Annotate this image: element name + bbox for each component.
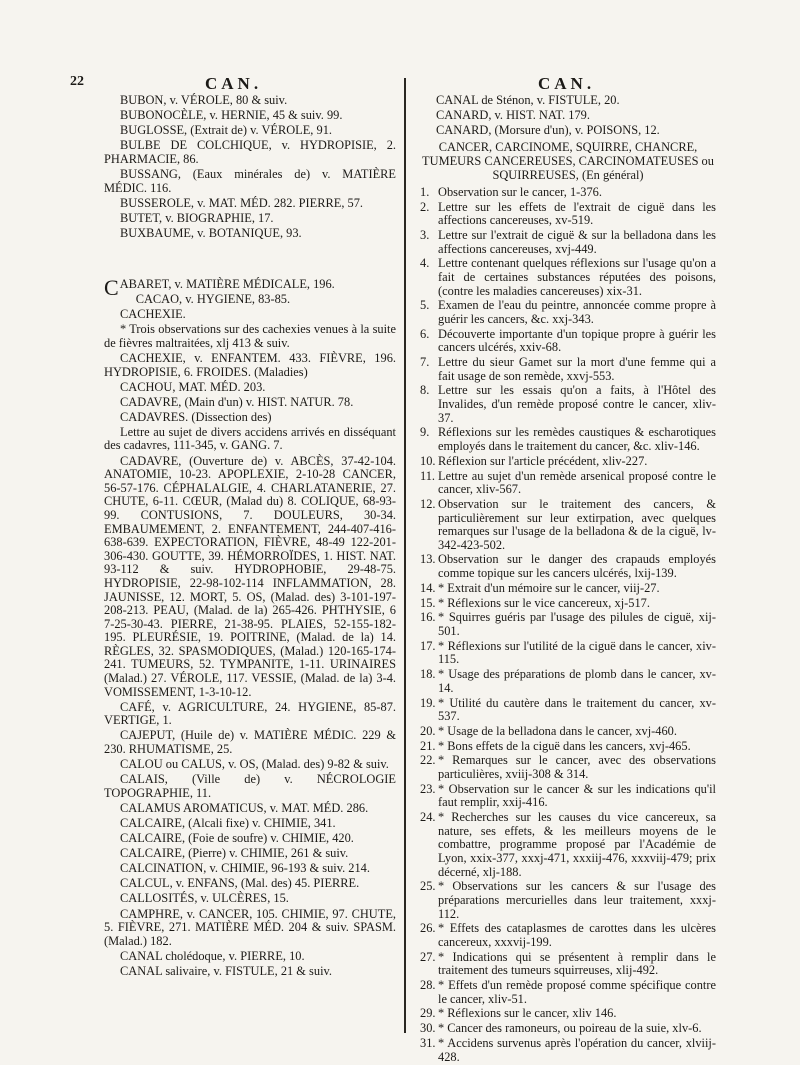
index-entry: CADAVRES. (Dissection des) xyxy=(120,409,272,424)
cancer-item xyxy=(420,257,716,298)
index-entry: CANAL salivaire, v. FISTULE, 21 & suiv. xyxy=(120,963,332,978)
index-entry: CACHEXIE. xyxy=(120,307,186,322)
item-number: 2. xyxy=(420,199,430,214)
item-number: 25. xyxy=(420,879,436,894)
index-entry: BUXBAUME, v. BOTANIQUE, 93. xyxy=(120,225,302,240)
item-text: Lettre du sieur Gamet sur la mort d'une femme qui a fait usage de son remède, xxvj-553. xyxy=(438,355,716,383)
left-entries-top xyxy=(104,94,396,240)
section-gap xyxy=(104,242,396,278)
index-entry: Lettre au sujet de divers accidens arrivés en disséquant des cadavres, 111-345, v. GANG. 7. xyxy=(104,424,396,453)
cancer-heading: CANCER, CARCINOME, SQUIRRE, CHANCRE, TUMEURS CANCEREUSES, CARCINOMATEUSES ou SQUIRREUSES, (En général) xyxy=(422,139,714,182)
cancer-item xyxy=(420,186,716,200)
index-entry: CANARD, (Morsure d'un), v. POISONS, 12. xyxy=(436,123,660,138)
index-entry: CALCAIRE, (Alcali fixe) v. CHIMIE, 341. xyxy=(120,816,336,830)
cancer-item xyxy=(420,328,716,355)
item-text: Découverte importante d'un topique propre à guérir les cancers ulcérés, xxiv-68. xyxy=(438,326,716,355)
cancer-item xyxy=(420,597,716,611)
item-text: Observation sur le cancer, 1-376. xyxy=(438,184,602,199)
item-text: * Indications qui se présentent à remplir dans le traitement des tumeurs squirreuses, xlij-492. xyxy=(438,949,716,978)
item-text: Lettre sur les essais qu'on a faits, à l'Hôtel des Invalides, d'un remède proposé contre le cancer, xliv-37. xyxy=(438,383,716,425)
item-number: 6. xyxy=(420,326,430,341)
item-number: 3. xyxy=(420,227,430,242)
item-number: 19. xyxy=(420,695,436,710)
item-text: Lettre au sujet d'un remède arsenical proposé contre le cancer, xliv-567. xyxy=(438,468,716,497)
cancer-item xyxy=(420,783,716,810)
cancer-item xyxy=(420,470,716,497)
item-text: * Bons effets de la ciguë dans les cancers, xvj-465. xyxy=(438,738,691,753)
item-number: 18. xyxy=(420,667,436,682)
index-entry: * Trois observations sur des cachexies venues à la suite de fièvres maltraitées, xlj 413 & suiv. xyxy=(104,322,396,350)
cancer-item xyxy=(420,611,716,638)
item-number: 26. xyxy=(420,921,436,936)
index-entry: CADAVRE, (Ouverture de) v. ABCÈS, 37-42-104. ANATOMIE, 10-23. APOPLEXIE, 2-10-28 CANCER, 56-57-176. CÉPHALALGIE, 4. CHARLATANERIE, 27. CHUTE, 6-11. CŒUR, (Malad du) 8. COLIQUE, 68-93-99. CONTUSIONS, 7. DOULEURS, 30-34. EMBAUMEMENT, 2. ENFANTEMENT, 244-407-416-638-639. EXPECTORATION, FIÈVRE, 48-49 122-201-306-430. GOUTTE, 39. HÉMORROÏDES, 1. HIST. NAT. 93-112 & suiv. HYDROPHOBIE, 29-48-75. HYDROPISIE, 22-98-102-114 INFLAMMATION, 28. JAUNISSE, 12. MORT, 5. OS, (Malad. des) 3-101-197-208-213. PEAU, (Malad. de la) 265-426. PHTHYSIE, 6 7-25-30-43. PIERRE, 21-38-95. PLAIES, 52-155-182-195. PLEURÉSIE, 19. POITRINE, (Malad. de la) 14. RÈGLES, 32. SPASMODIQUES, (Malad.) 120-165-174-241. TUMEURS, 52. TYMPANITE, 1-11. URINAIRES (Malad.) 27. VÉROLE, 117. VESSIE, (Malad. de la) 3-4. VOMISSEMENT, 1-3-10-12. xyxy=(104,453,396,699)
running-head-left: CAN. xyxy=(205,74,263,93)
index-entry: CALAIS, (Ville de) v. NÉCROLOGIE TOPOGRAPHIE, 11. xyxy=(104,772,396,800)
cancer-item xyxy=(420,1037,716,1064)
item-number: 22. xyxy=(420,753,436,768)
item-number: 10. xyxy=(420,453,436,468)
item-number: 23. xyxy=(420,781,436,796)
item-number: 5. xyxy=(420,298,430,313)
cancer-item xyxy=(420,384,716,425)
item-text: Réflexions sur les remèdes caustiques & escharotiques employés dans le traitement du cancer, &c. xliv-146. xyxy=(438,425,716,453)
item-text: * Observations sur les cancers & sur l'usage des préparations mercurielles dans leur traitement, xxxj-112. xyxy=(438,879,716,921)
index-entry: CAMPHRE, v. CANCER, 105. CHIMIE, 97. CHUTE, 5. FIÈVRE, 271. MATIÈRE MÉD. 204 & suiv. SPASM. (Malad.) 182. xyxy=(104,906,396,948)
cancer-item xyxy=(420,553,716,580)
item-number: 30. xyxy=(420,1021,436,1036)
item-text: Observation sur le traitement des cancers, & particulièrement sur leur extirpation, avec quelques remarques sur l'usage de la belladona & de la ciguë, lv-342-423-502. xyxy=(438,496,716,552)
item-text: * Accidens survenus après l'opération du cancer, xlviij-428. xyxy=(438,1036,716,1064)
entry-text: ABARET, v. MATIÈRE MÉDICALE, 196. xyxy=(119,276,335,291)
item-text: Examen de l'eau du peintre, annoncée comme propre à guérir les cancers, &c. xxj-343. xyxy=(438,298,716,326)
item-number: 11. xyxy=(420,468,436,483)
item-text: * Extrait d'un mémoire sur le cancer, viij-27. xyxy=(438,580,660,595)
cancer-item xyxy=(420,740,716,754)
cancer-item xyxy=(420,455,716,469)
item-number: 15. xyxy=(420,595,436,610)
cancer-item xyxy=(420,1022,716,1036)
item-text: * Observation sur le cancer & sur les indications qu'il faut remplir, xxij-416. xyxy=(438,781,716,810)
item-text: * Usage de la belladona dans le cancer, xvj-460. xyxy=(438,723,677,738)
item-text: * Remarques sur le cancer, avec des observations particulières, xviij-308 & 314. xyxy=(438,753,716,782)
item-text: * Réflexions sur le vice cancereux, xj-517. xyxy=(438,595,650,610)
cancer-item xyxy=(420,754,716,781)
cancer-item xyxy=(420,880,716,921)
cancer-item xyxy=(420,951,716,978)
index-entry: CACAO, v. HYGIENE, 83-85. xyxy=(135,292,291,307)
running-head-right: CAN. xyxy=(538,74,596,93)
page-number: 22 xyxy=(70,74,84,89)
index-entry: CAJEPUT, (Huile de) v. MATIÈRE MÉDIC. 229 & 230. RHUMATISME, 25. xyxy=(104,728,396,757)
index-entry: BUSSANG, (Eaux minérales de) v. MATIÈRE MÉDIC. 116. xyxy=(104,166,396,195)
index-entry: CANAL cholédoque, v. PIERRE, 10. xyxy=(120,948,305,963)
drop-initial: C xyxy=(104,274,119,300)
item-number: 29. xyxy=(420,1006,436,1021)
item-text: Lettre contenant quelques réflexions sur l'usage qu'on a fait de certaines substances réputées des poisons, (contre les maladies cancereuses) xix-31. xyxy=(438,256,716,298)
item-text: * Utilité du cautère dans le traitement du cancer, xv-537. xyxy=(438,695,716,724)
index-entry: CALLOSITÉS, v. ULCÈRES, 15. xyxy=(120,891,289,906)
index-entry: BUBONOCÈLE, v. HERNIE, 45 & suiv. 99. xyxy=(120,108,343,123)
item-text: * Effets des cataplasmes de carottes dans les ulcères cancereux, xxxvij-199. xyxy=(438,921,716,949)
index-entry: BULBE DE COLCHIQUE, v. HYDROPISIE, 2. PHARMACIE, 86. xyxy=(104,138,396,166)
cancer-item xyxy=(420,979,716,1006)
index-entry: CANAL de Sténon, v. FISTULE, 20. xyxy=(436,93,620,107)
index-entry: BUBON, v. VÉROLE, 80 & suiv. xyxy=(120,93,288,107)
column-divider xyxy=(404,78,406,1033)
item-number: 4. xyxy=(420,256,430,271)
item-text: * Recherches sur les causes du vice cancereux, sa nature, ses effets, & les meilleurs moyens de le combattre, programme proposé par l'Académie de Lyon, xxix-377, xxxj-471, xxxiij-476, xxxviij-479; prix décerné, xlj-188. xyxy=(438,810,716,879)
cancer-item xyxy=(420,725,716,739)
item-number: 28. xyxy=(420,978,436,993)
cancer-item xyxy=(420,582,716,596)
item-number: 17. xyxy=(420,638,436,653)
left-column xyxy=(104,94,396,980)
cancer-item xyxy=(420,640,716,667)
cancer-item xyxy=(420,811,716,879)
index-entry: CALAMUS AROMATICUS, v. MAT. MÉD. 286. xyxy=(120,800,369,815)
item-number: 8. xyxy=(420,383,430,398)
index-entry: BUSSEROLE, v. MAT. MÉD. 282. PIERRE, 57. xyxy=(120,195,364,210)
item-number: 1. xyxy=(420,184,430,199)
index-entry: CAFÉ, v. AGRICULTURE, 24. HYGIENE, 85-87. VERTIGE, 1. xyxy=(104,699,396,728)
cancer-item xyxy=(420,498,716,552)
cancer-item xyxy=(420,922,716,949)
item-number: 27. xyxy=(420,949,436,964)
item-text: * Cancer des ramoneurs, ou poireau de la suie, xlv-6. xyxy=(438,1021,702,1036)
cancer-item xyxy=(420,299,716,326)
index-entry: CACHOU, MAT. MÉD. 203. xyxy=(120,379,266,394)
index-entry: BUGLOSSE, (Extrait de) v. VÉROLE, 91. xyxy=(120,123,332,138)
item-text: Lettre sur l'extrait de ciguë & sur la belladona dans les affections cancereuses, xvj-449. xyxy=(438,227,716,256)
item-number: 14. xyxy=(420,580,436,595)
cancer-item xyxy=(420,229,716,256)
item-text: * Réflexions sur l'utilité de la ciguë dans le cancer, xiv-115. xyxy=(438,638,716,667)
item-text: * Effets d'un remède proposé comme spécifique contre le cancer, xliv-51. xyxy=(438,978,716,1006)
cancer-item xyxy=(420,356,716,383)
left-entries-c xyxy=(104,293,396,979)
cancer-item xyxy=(420,1007,716,1021)
index-entry: CALCAIRE, (Pierre) v. CHIMIE, 261 & suiv. xyxy=(120,846,349,861)
item-number: 7. xyxy=(420,355,430,370)
item-text: * Squirres guéris par l'usage des pilules de ciguë, xij-501. xyxy=(438,610,716,638)
cancer-items xyxy=(420,186,716,1064)
index-entry: CALCINATION, v. CHIMIE, 96-193 & suiv. 214. xyxy=(120,861,370,876)
index-entry: CALOU ou CALUS, v. OS, (Malad. des) 9-82 & suiv. xyxy=(120,757,389,772)
cancer-item xyxy=(420,668,716,695)
item-number: 12. xyxy=(420,496,436,511)
item-text: Réflexion sur l'article précédent, xliv-227. xyxy=(438,453,648,468)
right-column xyxy=(420,94,716,1065)
item-text: * Réflexions sur le cancer, xliv 146. xyxy=(438,1006,617,1021)
item-number: 9. xyxy=(420,425,430,440)
cancer-item xyxy=(420,697,716,724)
item-number: 16. xyxy=(420,610,436,625)
item-number: 21. xyxy=(420,738,436,753)
item-text: Lettre sur les effets de l'extrait de ciguë dans les affections cancereuses, xv-519. xyxy=(438,199,716,228)
item-number: 24. xyxy=(420,810,436,825)
item-number: 20. xyxy=(420,723,436,738)
item-number: 13. xyxy=(420,552,436,567)
item-number: 31. xyxy=(420,1036,436,1051)
item-text: Observation sur le danger des crapauds employés comme topique sur les cancers ulcérés, lxij-139. xyxy=(438,552,716,581)
index-entry: BUTET, v. BIOGRAPHIE, 17. xyxy=(120,210,274,225)
right-entries-top xyxy=(420,94,716,138)
index-entry: CALCAIRE, (Foie de soufre) v. CHIMIE, 420. xyxy=(120,831,354,846)
index-entry: CACHEXIE, v. ENFANTEM. 433. FIÈVRE, 196. HYDROPISIE, 6. FROIDES. (Maladies) xyxy=(104,350,396,379)
index-entry: CALCUL, v. ENFANS, (Mal. des) 45. PIERRE. xyxy=(120,876,360,891)
cancer-item xyxy=(420,426,716,453)
index-entry: CANARD, v. HIST. NAT. 179. xyxy=(436,108,590,123)
cancer-item xyxy=(420,201,716,228)
item-text: * Usage des préparations de plomb dans le cancer, xv-14. xyxy=(438,667,716,695)
index-entry: CADAVRE, (Main d'un) v. HIST. NATUR. 78. xyxy=(120,394,354,409)
